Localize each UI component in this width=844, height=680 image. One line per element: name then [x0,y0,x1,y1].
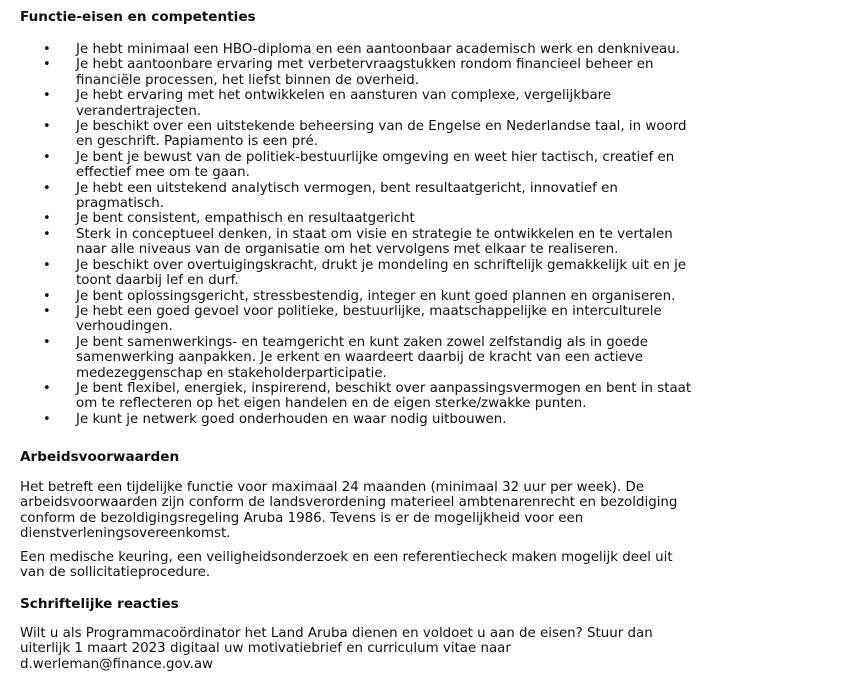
list-item-text: Je bent samenwerkings- en teamgericht en kunt zaken zowel zelfstandig als in goede samenwerking aanpakken. Je erkent en waardeert daarbij de kracht van een actieve medezeggenschap en stakeholderparticipatie. [76,334,648,381]
bullet-icon: • [43,149,51,165]
list-item-text: Je hebt een goed gevoel voor politieke, bestuurlijke, maatschappelijke en interculturele verhoudingen. [76,303,662,335]
list-item [0,181,786,212]
bullet-icon: • [43,211,51,227]
list-item-text: Sterk in conceptueel denken, in staat om visie en strategie te ontwikkelen en te vertalen naar alle niveaus van de organisatie om het vervolgens met elkaar te realiseren. [76,226,673,258]
list-item [0,412,786,427]
bullet-icon: • [43,288,51,304]
list-item-text: Je hebt een uitstekend analytisch vermogen, bent resultaatgericht, innovatief en pragmatisch. [76,180,618,212]
list-item [0,304,786,335]
list-item [0,150,786,181]
list-item-text: Je hebt aantoonbare ervaring met verbetervraagstukken rondom financieel beheer en financiële processen, het liefst binnen de overheid. [76,57,654,88]
paragraph-arbeidsvoorwaarden: Het betreft een tijdelijke functie voor maximaal 24 maanden (minimaal 32 uur per week). De arbeidsvoorwaarden zijn conform de landsverordening materieel ambtenarenrecht en bezoldiging conform de bezoldigingsregeling Aruba 1986. Tevens is er de mogelijkheid voor een dienstverleningsovereenkomst. [20,480,678,542]
list-item-text: Je bent flexibel, energiek, inspirerend, beschikt over aanpassingsvermogen en bent in staat om te reflecteren op het eigen handelen en de eigen sterke/zwakke punten. [76,380,692,412]
bullet-icon: • [43,119,51,135]
list-item [0,88,786,119]
bullet-icon: • [43,303,51,319]
heading-arbeidsvoorwaarden: Arbeidsvoorwaarden [20,449,180,465]
requirements-list [0,42,844,427]
list-item [0,258,786,289]
bullet-icon: • [43,380,51,396]
list-item-text: Je bent consistent, empathisch en resultaatgericht [76,211,415,227]
bullet-icon: • [43,88,51,104]
list-item-text: Je hebt ervaring met het ontwikkelen en aansturen van complexe, vergelijkbare verandertrajecten. [76,88,612,119]
paragraph-keuring: Een medische keuring, een veiligheidsonderzoek en een referentiecheck maken mogelijk deel uit van de sollicitatieprocedure. [20,550,673,581]
list-item [0,335,786,381]
list-item [0,42,786,57]
bullet-icon: • [43,257,51,273]
list-item [0,119,786,150]
list-item [0,289,786,304]
bullet-icon: • [43,411,51,427]
list-item-text: Je bent je bewust van de politiek-bestuurlijke omgeving en weet hier tactisch, creatief en effectief mee om te gaan. [76,149,675,181]
list-item [0,211,786,226]
bullet-icon: • [43,57,51,73]
bullet-icon: • [43,180,51,196]
bullet-icon: • [43,226,51,242]
list-item-text: Je hebt minimaal een HBO-diploma en een aantoonbaar academisch werk en denkniveau. [76,42,680,57]
list-item-text: Je bent oplossingsgericht, stressbestendig, integer en kunt goed plannen en organiseren. [76,288,676,304]
bullet-icon: • [43,42,51,57]
list-item [0,381,786,412]
list-item [0,57,786,88]
heading-functie-eisen: Functie-eisen en competenties [20,9,256,25]
list-item-text: Je beschikt over een uitstekende beheersing van de Engelse en Nederlandse taal, in woord en geschrift. Papiamento is een pré. [76,119,687,150]
heading-schriftelijke-reacties: Schriftelijke reacties [20,596,179,612]
list-item [0,227,786,258]
bullet-icon: • [43,334,51,350]
list-item-text: Je kunt je netwerk goed onderhouden en waar nodig uitbouwen. [76,411,507,427]
paragraph-reacties: Wilt u als Programmacoördinator het Land Aruba dienen en voldoet u aan de eisen? Stuur dan uiterlijk 1 maart 2023 digitaal uw motivatiebrief en curriculum vitae naar d.werleman@finance.gov.aw [20,626,653,672]
list-item-text: Je beschikt over overtuigingskracht, drukt je mondeling en schriftelijk gemakkelijk uit en je toont daarbij lef en durf. [76,257,687,289]
